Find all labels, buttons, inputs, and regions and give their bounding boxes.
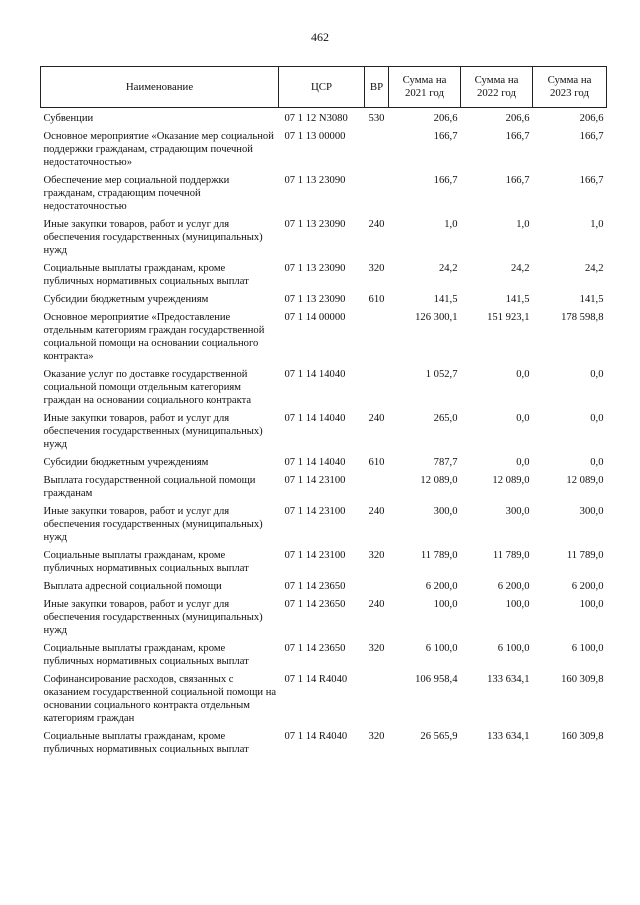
row-sum-2023: 206,6 — [579, 113, 604, 124]
row-sum-2021: 24,2 — [438, 263, 458, 274]
row-vr — [365, 311, 389, 368]
row-sum-2021: 166,7 — [433, 131, 458, 142]
row-csr: 07 1 13 23090 — [284, 263, 346, 274]
row-vr — [365, 673, 389, 730]
row-sum-2022: 300,0 — [505, 506, 530, 517]
row-csr: 07 1 13 00000 — [284, 131, 346, 142]
row-sum-2021: 126 300,1 — [415, 312, 458, 323]
table-row — [41, 730, 607, 761]
row-name: Основное мероприятие «Оказание мер социальной поддержки гражданам, страдающим почечной недостаточностью» — [43, 131, 274, 168]
row-name: Иные закупки товаров, работ и услуг для обеспечения государственных (муниципальных) нужд — [43, 506, 263, 543]
row-sum-2022: 166,7 — [505, 175, 530, 186]
row-csr: 07 1 14 23100 — [284, 550, 346, 561]
row-sum-2022: 206,6 — [505, 113, 530, 124]
row-sum-2021: 166,7 — [433, 175, 458, 186]
table-row — [41, 368, 607, 412]
row-name: Субвенции — [43, 113, 94, 124]
row-csr: 07 1 14 R4040 — [284, 674, 348, 685]
row-csr: 07 1 13 23090 — [284, 175, 346, 186]
row-sum-2023: 11 789,0 — [566, 550, 604, 561]
row-csr: 07 1 14 R4040 — [284, 731, 348, 742]
row-sum-2021: 1,0 — [444, 219, 458, 230]
row-sum-2021: 1 052,7 — [425, 369, 458, 380]
table-row — [41, 130, 607, 174]
row-sum-2022: 6 100,0 — [497, 643, 530, 654]
row-csr: 07 1 14 23650 — [284, 581, 346, 592]
row-csr: 07 1 13 23090 — [284, 219, 346, 230]
row-sum-2023: 1,0 — [590, 219, 604, 230]
row-sum-2023: 160 309,8 — [561, 674, 604, 685]
table-row — [41, 505, 607, 549]
header-sum-2021: Сумма на 2021 год — [389, 67, 461, 108]
row-sum-2023: 0,0 — [590, 457, 604, 468]
row-sum-2023: 24,2 — [584, 263, 604, 274]
row-name: Иные закупки товаров, работ и услуг для обеспечения государственных (муниципальных) нужд — [43, 219, 263, 256]
row-csr: 07 1 14 23650 — [284, 599, 346, 610]
row-name: Выплата адресной социальной помощи — [43, 581, 222, 592]
row-sum-2022: 11 789,0 — [492, 550, 530, 561]
table-row — [41, 262, 607, 293]
table-row — [41, 456, 607, 474]
header-csr: ЦСР — [279, 67, 365, 108]
row-csr: 07 1 14 23100 — [284, 475, 346, 486]
row-sum-2022: 0,0 — [516, 369, 530, 380]
row-csr: 07 1 12 N3080 — [284, 113, 348, 124]
row-name: Основное мероприятие «Предоставление отдельным категориям граждан государственной социальной помощи на основании социального контракта» — [43, 312, 265, 362]
table-body — [41, 108, 607, 762]
row-sum-2022: 0,0 — [516, 413, 530, 424]
row-sum-2023: 6 200,0 — [571, 581, 604, 592]
row-sum-2021: 106 958,4 — [415, 674, 458, 685]
row-sum-2023: 166,7 — [579, 175, 604, 186]
row-vr: 320 — [368, 263, 385, 274]
row-vr — [365, 174, 389, 218]
row-sum-2022: 1,0 — [516, 219, 530, 230]
row-sum-2022: 0,0 — [516, 457, 530, 468]
row-sum-2021: 787,7 — [433, 457, 458, 468]
row-sum-2022: 133 634,1 — [487, 674, 530, 685]
row-sum-2021: 6 200,0 — [425, 581, 458, 592]
header-sum-2022: Сумма на 2022 год — [461, 67, 533, 108]
row-vr — [365, 474, 389, 505]
row-vr — [365, 580, 389, 598]
table-row — [41, 293, 607, 311]
row-sum-2023: 12 089,0 — [566, 475, 604, 486]
row-sum-2023: 178 598,8 — [561, 312, 604, 323]
row-vr: 610 — [368, 457, 385, 468]
row-name: Субсидии бюджетным учреждениям — [43, 457, 209, 468]
row-name: Иные закупки товаров, работ и услуг для обеспечения государственных (муниципальных) нужд — [43, 413, 263, 450]
row-csr: 07 1 14 14040 — [284, 457, 346, 468]
row-name: Софинансирование расходов, связанных с оказанием государственной социальной помощи на основании социального контракта отдельным категориям граждан — [43, 674, 277, 724]
table-row — [41, 549, 607, 580]
row-name: Социальные выплаты гражданам, кроме публичных нормативных социальных выплат — [43, 263, 249, 287]
page-number: 462 — [311, 30, 329, 44]
row-sum-2022: 100,0 — [505, 599, 530, 610]
row-vr — [365, 130, 389, 174]
row-csr: 07 1 14 14040 — [284, 369, 346, 380]
header-sum-2023: Сумма на 2023 год — [533, 67, 607, 108]
table-row — [41, 642, 607, 673]
row-name: Выплата государственной социальной помощи гражданам — [43, 475, 256, 499]
header-vr: ВР — [365, 67, 389, 108]
row-vr: 240 — [368, 413, 385, 424]
row-sum-2021: 26 565,9 — [420, 731, 458, 742]
row-vr: 240 — [368, 219, 385, 230]
row-sum-2023: 0,0 — [590, 369, 604, 380]
row-csr: 07 1 14 00000 — [284, 312, 346, 323]
row-sum-2021: 6 100,0 — [425, 643, 458, 654]
row-name: Обеспечение мер социальной поддержки гражданам, страдающим почечной недостаточностью — [43, 175, 230, 212]
table-row — [41, 598, 607, 642]
row-sum-2021: 300,0 — [433, 506, 458, 517]
row-sum-2022: 133 634,1 — [487, 731, 530, 742]
row-sum-2022: 24,2 — [510, 263, 530, 274]
row-vr: 320 — [368, 550, 385, 561]
row-csr: 07 1 14 23650 — [284, 643, 346, 654]
row-sum-2021: 141,5 — [433, 294, 458, 305]
row-vr: 610 — [368, 294, 385, 305]
row-sum-2023: 141,5 — [579, 294, 604, 305]
row-vr: 320 — [368, 643, 385, 654]
header-name: Наименование — [41, 67, 279, 108]
row-sum-2021: 100,0 — [433, 599, 458, 610]
row-sum-2022: 141,5 — [505, 294, 530, 305]
budget-table — [40, 66, 607, 761]
table-row — [41, 412, 607, 456]
row-name: Субсидии бюджетным учреждениям — [43, 294, 209, 305]
row-sum-2021: 206,6 — [433, 113, 458, 124]
row-vr: 240 — [368, 506, 385, 517]
row-sum-2022: 12 089,0 — [492, 475, 530, 486]
row-name: Социальные выплаты гражданам, кроме публичных нормативных социальных выплат — [43, 550, 249, 574]
row-sum-2021: 11 789,0 — [420, 550, 458, 561]
table-row — [41, 108, 607, 131]
row-sum-2023: 0,0 — [590, 413, 604, 424]
row-sum-2022: 166,7 — [505, 131, 530, 142]
row-csr: 07 1 14 23100 — [284, 506, 346, 517]
row-vr: 530 — [368, 113, 385, 124]
row-sum-2021: 265,0 — [433, 413, 458, 424]
table-row — [41, 580, 607, 598]
row-sum-2022: 151 923,1 — [487, 312, 530, 323]
row-sum-2022: 6 200,0 — [497, 581, 530, 592]
row-sum-2023: 300,0 — [579, 506, 604, 517]
row-vr — [365, 368, 389, 412]
row-sum-2023: 6 100,0 — [571, 643, 604, 654]
row-vr: 240 — [368, 599, 385, 610]
row-name: Оказание услуг по доставке государственной социальной помощи отдельным категориям граждан на основании социального контракта — [43, 369, 252, 406]
table-row — [41, 174, 607, 218]
row-csr: 07 1 14 14040 — [284, 413, 346, 424]
row-csr: 07 1 13 23090 — [284, 294, 346, 305]
row-name: Иные закупки товаров, работ и услуг для обеспечения государственных (муниципальных) нужд — [43, 599, 263, 636]
row-vr: 320 — [368, 731, 385, 742]
row-sum-2023: 166,7 — [579, 131, 604, 142]
row-sum-2023: 100,0 — [579, 599, 604, 610]
row-name: Социальные выплаты гражданам, кроме публичных нормативных социальных выплат — [43, 731, 249, 755]
table-row — [41, 311, 607, 368]
row-sum-2023: 160 309,8 — [561, 731, 604, 742]
row-sum-2021: 12 089,0 — [420, 475, 458, 486]
table-row — [41, 218, 607, 262]
row-name: Социальные выплаты гражданам, кроме публичных нормативных социальных выплат — [43, 643, 249, 667]
table-header — [41, 67, 607, 108]
table-row — [41, 673, 607, 730]
table-row — [41, 474, 607, 505]
